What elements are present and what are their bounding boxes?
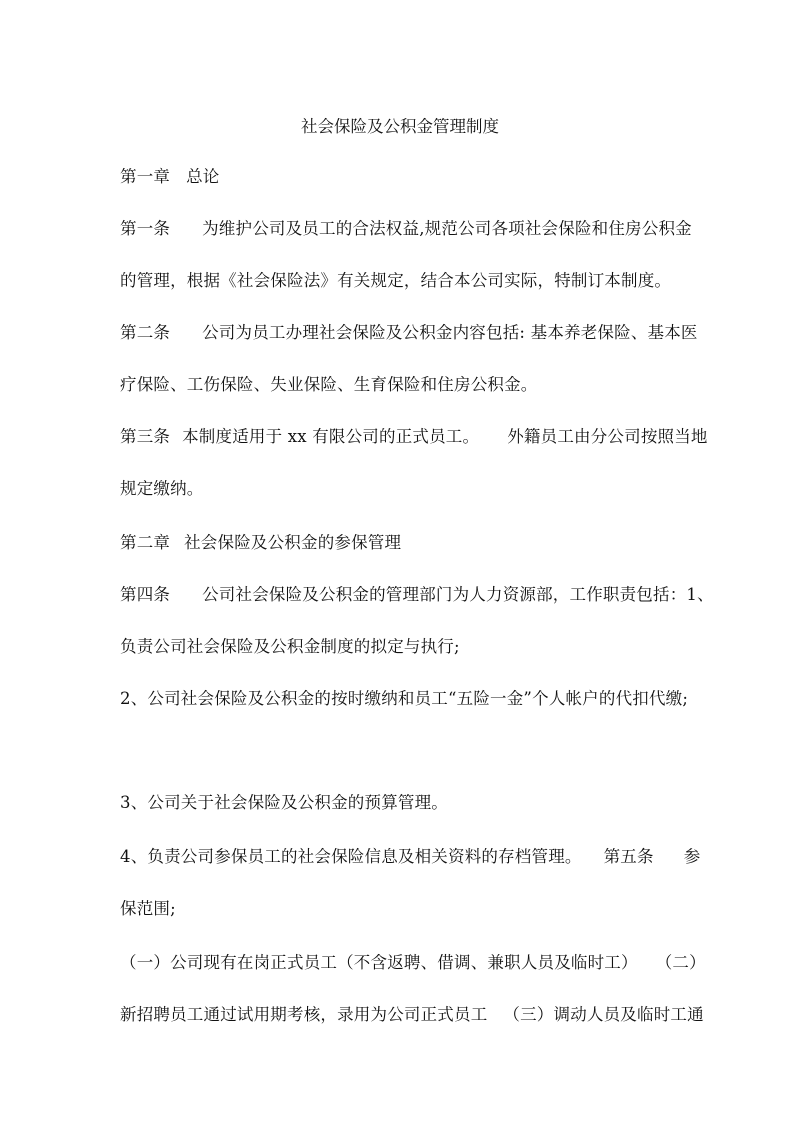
article-2-text-1: 公司为员工办理社会保险及公积金内容包括: 基本养老保险、基本医	[202, 323, 698, 342]
article-4-item-4-line	[120, 846, 701, 868]
article-4-text-1: 公司社会保险及公积金的管理部门为人力资源部，工作职责包括：1、	[202, 585, 714, 604]
article-4-item-3: 3、公司关于社会保险及公积金的预算管理。	[120, 793, 448, 812]
article-4-item-4: 4、负责公司参保员工的社会保险信息及相关资料的存档管理。	[120, 847, 582, 866]
article-1-label: 第一条	[120, 219, 171, 238]
article-4-line-2: 负责公司社会保险及公积金制度的拟定与执行;	[120, 637, 460, 656]
article-2-line-1	[120, 322, 698, 344]
article-4-line-1	[120, 584, 714, 606]
article-1-text-1: 为维护公司及员工的合法权益,规范公司各项社会保险和住房公积金	[202, 219, 692, 238]
article-1-line-1	[120, 218, 690, 240]
chapter-1-heading	[120, 166, 690, 188]
chapter-2-label: 第二章	[120, 533, 171, 552]
article-5-text-3b: （二）	[655, 953, 706, 972]
chapter-2-name: 社会保险及公积金的参保管理	[184, 533, 402, 552]
article-4-label: 第四条	[120, 585, 171, 604]
chapter-1-label: 第一章	[120, 167, 171, 186]
article-3-line-1	[120, 426, 708, 448]
article-2-line-2: 疗保险、工伤保险、失业保险、生育保险和住房公积金。	[120, 375, 538, 394]
document-title: 社会保险及公积金管理制度	[301, 117, 499, 136]
article-5-label: 第五条	[603, 847, 654, 866]
article-5-line-3	[120, 952, 706, 974]
article-5-text-1: 参	[683, 847, 701, 866]
article-3-text-1a: 本制度适用于 xx 有限公司的正式员工。	[182, 427, 480, 446]
chapter-1-name: 总论	[186, 167, 220, 186]
article-5-line-4	[120, 1004, 704, 1026]
article-3-line-2: 规定缴纳。	[120, 479, 204, 498]
article-3-text-1b: 外籍员工由分公司按照当地	[507, 427, 708, 446]
article-2-label: 第二条	[120, 323, 171, 342]
article-3-label: 第三条	[120, 427, 171, 446]
article-1-line-2: 的管理，根据《社会保险法》有关规定，结合本公司实际，特制订本制度。	[120, 271, 672, 290]
article-5-text-3a: （一）公司现有在岗正式员工（不含返聘、借调、兼职人员及临时工）	[120, 953, 638, 972]
article-5-line-2: 保范围;	[120, 899, 176, 918]
chapter-2-heading	[120, 532, 690, 554]
article-5-text-4b: （三）调动人员及临时工通	[503, 1005, 704, 1024]
article-5-text-4a: 新招聘员工通过试用期考核，录用为公司正式员工	[120, 1005, 488, 1024]
article-4-item-2: 2、公司社会保险及公积金的按时缴纳和员工“五险一金”个人帐户的代扣代缴;	[120, 689, 689, 708]
